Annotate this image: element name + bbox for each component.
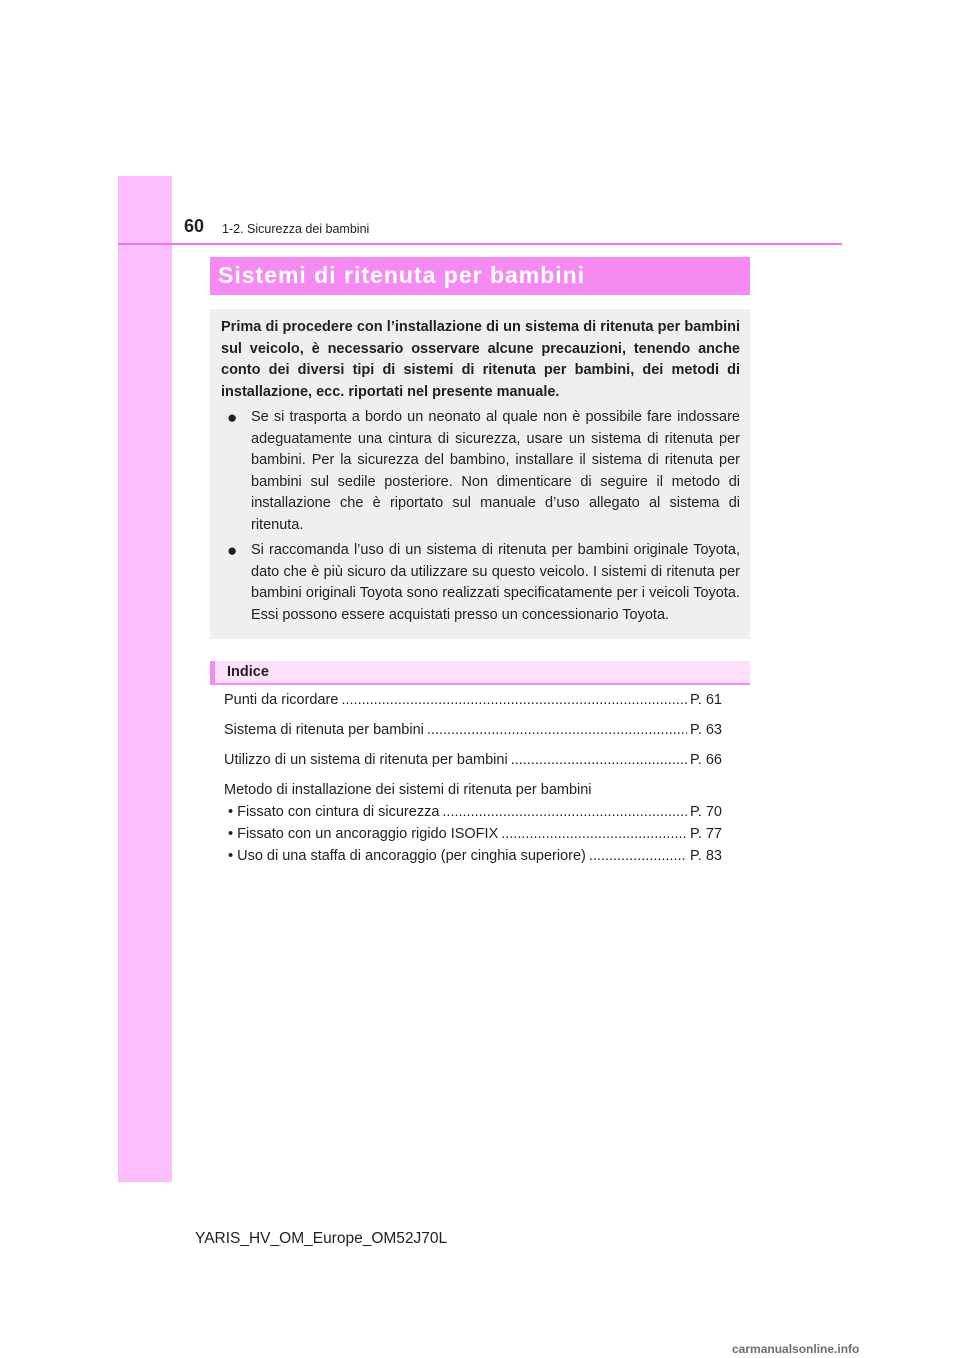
toc-entry[interactable] — [224, 689, 722, 711]
toc-sub-entry[interactable] — [224, 801, 722, 823]
toc-entry[interactable] — [224, 749, 722, 771]
title-banner — [210, 257, 750, 295]
index-header — [210, 661, 750, 685]
document-footer: YARIS_HV_OM_Europe_OM52J70L — [195, 1230, 448, 1247]
toc-entry-text: • Fissato con un ancoraggio rigido ISOFIX — [228, 826, 499, 842]
toc-leader — [501, 823, 687, 845]
toc-entry-page: P. 83 — [690, 848, 722, 864]
section-label: 1-2. Sicurezza dei bambini — [222, 222, 370, 236]
bullet-item — [221, 407, 740, 536]
bullet-item — [221, 540, 740, 626]
toc-sub-entry[interactable] — [224, 845, 722, 867]
intro-text: Prima di procedere con l’installazione di un sistema di ritenuta per bambini sul veicolo, è necessario osservare alcune precauzioni, tenendo anche conto dei diversi tipi di sistemi di ritenuta per bambini, dei metodi di installazione, ecc. riportati nel presente manuale. — [221, 319, 740, 400]
toc-entry-page: P. 77 — [690, 826, 722, 842]
page-title: Sistemi di ritenuta per bambini — [218, 262, 586, 288]
page-number: 60 — [184, 216, 205, 236]
bullet-text: Si raccomanda l’uso di un sistema di ritenuta per bambini originale Toyota, dato che è più sicuro da utilizzare su questo veicolo. I sistemi di ritenuta per bambini originali Toyota sono realizzati specificatamente per i veicoli Toyota. Essi possono essere acquistati presso un concessionario Toyota. — [251, 542, 740, 623]
bullet-icon: ● — [227, 408, 238, 427]
header-divider — [118, 243, 842, 245]
toc-entry-text: • Uso di una staffa di ancoraggio (per cinghia superiore) — [228, 848, 586, 864]
toc-entry-page: P. 63 — [690, 722, 722, 738]
table-of-contents — [224, 689, 722, 867]
toc-entry-text: Sistema di ritenuta per bambini — [224, 722, 424, 738]
bullet-icon: ● — [227, 541, 238, 560]
bullet-text: Se si trasporta a bordo un neonato al quale non è possibile fare indossare adeguatamente una cintura di sicurezza, usare un sistema di ritenuta per bambini. Per la sicurezza del bambino, installare il sistema di ritenuta per bambini sul sedile posteriore. Non dimenticare di seguire il metodo di installazione che è riportato sul manuale d’uso allegato al sistema di ritenuta. — [251, 409, 740, 533]
toc-entry-text: Utilizzo di un sistema di ritenuta per bambini — [224, 752, 508, 768]
toc-sub-entry[interactable] — [224, 823, 722, 845]
toc-leader — [427, 719, 687, 741]
toc-entry-text: Punti da ricordare — [224, 692, 339, 708]
chapter-side-tab — [118, 176, 172, 1182]
toc-entry-page: P. 61 — [690, 692, 722, 708]
toc-entry[interactable] — [224, 719, 722, 741]
index-label: Indice — [227, 664, 269, 680]
toc-entry-page: P. 70 — [690, 804, 722, 820]
toc-entry-text: • Fissato con cintura di sicurezza — [228, 804, 440, 820]
watermark: carmanualsonline.info — [732, 1342, 860, 1356]
toc-leader — [589, 845, 687, 867]
toc-leader — [341, 689, 687, 711]
toc-entry-page: P. 66 — [690, 752, 722, 768]
toc-group-heading: Metodo di installazione dei sistemi di ritenuta per bambini — [224, 782, 592, 798]
toc-leader — [442, 801, 687, 823]
toc-leader — [511, 749, 687, 771]
intro-box — [210, 309, 750, 639]
